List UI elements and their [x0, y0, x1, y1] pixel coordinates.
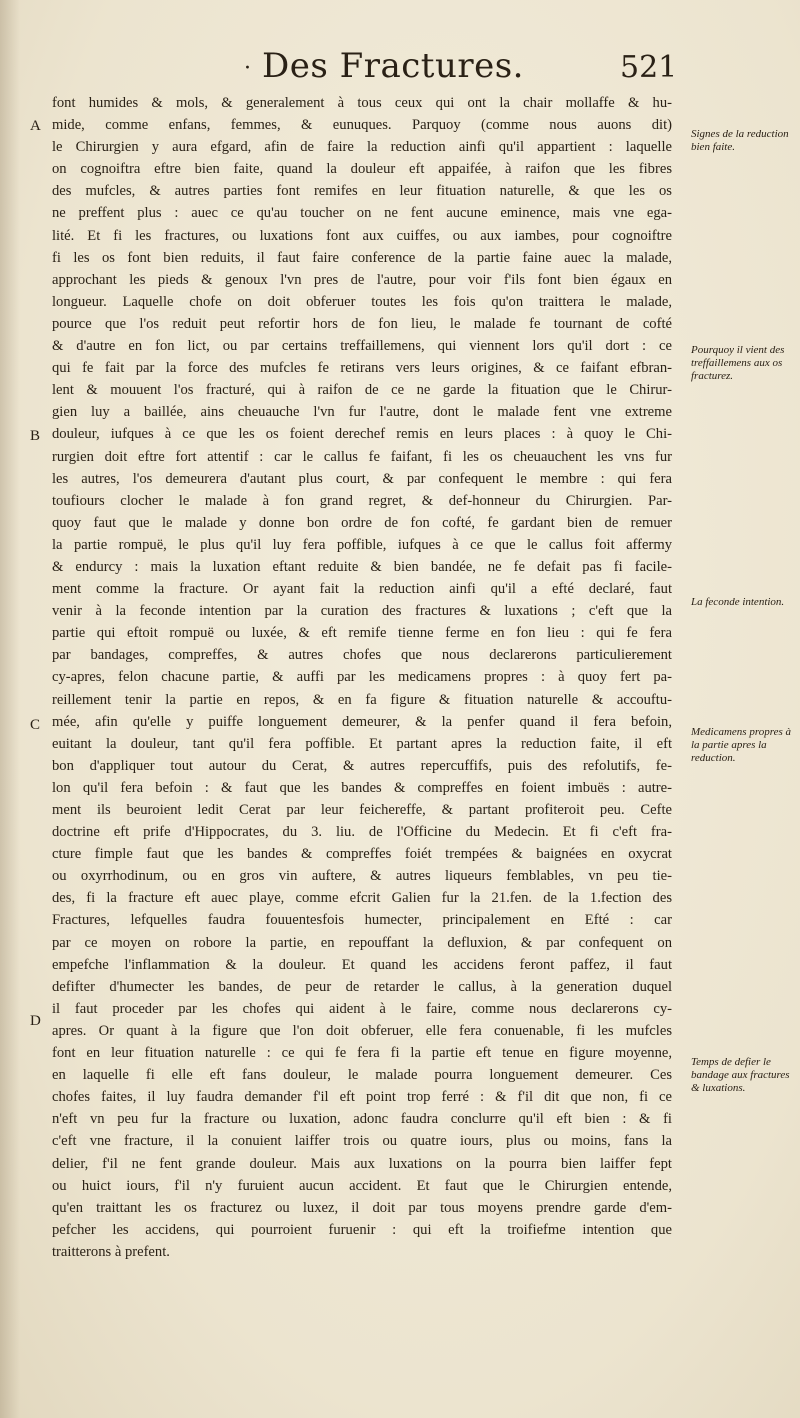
- text-line: pefcher les accidens, qui pourroient furuenir : qui eft la troifiefme intention que: [52, 1221, 672, 1238]
- text-line: pource que l'os reduit peut refortir hors de fon lieu, le malade fe tournant de cofté: [52, 315, 672, 332]
- text-line: ou oxyrrhodinum, ou en gros vin auftere, & autres liqueurs femblables, vn peu tie-: [52, 868, 672, 885]
- section-letter-a: A: [30, 118, 41, 134]
- marginal-note-medicamens: Medicamens propres à la partie apres la reduction.: [691, 726, 791, 764]
- text-line: des mufcles, & autres parties font remifes en leur fituation naturelle, & que les os: [52, 183, 672, 200]
- text-line: font en leur fituation naturelle : ce qui fe fera fi la partie eft tenue en figure moyenne,: [52, 1045, 672, 1062]
- text-line: la partie rompuë, le plus qu'il luy fera poffible, iufques à ce que le callus foit affermy: [52, 536, 672, 553]
- text-line: rurgien doit eftre fort attentif : car le callus fe faifant, fi les os cheuauchent les vns fur: [52, 448, 672, 465]
- text-line: mide, comme enfans, femmes, & eunuques. Parquoy (comme nous auons dit): [52, 117, 672, 134]
- text-line: font humides & mols, & generalement à tous ceux qui ont la chair mollaffe & hu-: [52, 95, 672, 111]
- text-line: defifter d'humecter les bandes, de peur de retarder le callus, à la generation duquel: [52, 978, 672, 995]
- page-gutter-shadow: [0, 0, 20, 1418]
- text-line: partie qui eftoit rompuë ou luxée, & eft remife tienne ferme en fon lieu : qui fe fera: [52, 625, 672, 642]
- page-header: [0, 46, 800, 90]
- text-line: traitterons à prefent.: [52, 1243, 170, 1260]
- text-line: ou huict iours, f'il n'y furuient aucun accident. Et faut que le Chirurgien entende,: [52, 1177, 672, 1194]
- marginal-note-seconde-intention: La feconde intention.: [691, 596, 785, 608]
- text-line: fi les os font bien reduits, il faut faire conference de la partie faine auec la malade,: [52, 249, 672, 266]
- marginal-note-reduction: Signes de la reduction bien faite.: [691, 128, 789, 153]
- text-line: n'eft vn peu fur la fracture ou luxation, adonc faudra conclurre qu'il eft bien : & fi: [52, 1111, 672, 1128]
- main-text-block: [52, 92, 672, 1263]
- section-letter-c: C: [30, 717, 41, 733]
- text-line: cy-apres, felon chacune partie, & auffi par les medicamens propres : à quoy fert pa-: [52, 669, 672, 686]
- text-line: approchant les pieds & genoux l'vn pres de l'autre, pour voir f'ils font bien égaux en: [52, 271, 672, 288]
- text-line: qui fe fait par la force des mufcles fe retirans vers leurs origines, & ce faifant efbran-: [52, 360, 672, 377]
- text-line: il faut proceder par les chofes qui aident à le faire, comme nous declarerons cy-: [52, 1000, 672, 1017]
- header-dot: ·: [244, 56, 251, 81]
- text-line: & d'autre en fon lict, ou par certains treffaillemens, qui viennent lors qu'il dort : ce: [52, 338, 672, 355]
- text-line: reillement tenir la partie en repos, & en fa figure & fituation naturelle & accouftu-: [52, 691, 672, 708]
- text-line: ment comme la fracture. Or ayant fait la reduction ainfi qu'il a efté declaré, faut: [52, 581, 672, 598]
- text-line: ment ils beuroient ledit Cerat par leur feichereffe, & partant profiteroit peu. Cefte: [52, 802, 672, 818]
- text-line: quoy faut que le malade y donne bon ordre de fon cofté, fe gardant bien de remuer: [52, 514, 672, 531]
- text-line: toufiours clocher le malade à fon grand regret, & def-honneur du Chirurgien. Par-: [52, 492, 672, 509]
- text-line: doctrine eft prife d'Hippocrates, du 3. liu. de l'Officine du Medecin. Et fi c'eft fra-: [52, 824, 672, 841]
- text-line: par ce moyen on robore la partie, en repouffant la defluxion, & par confequent on: [52, 934, 672, 951]
- marginal-note-temps-bandage: Temps de defier le bandage aux fractures & luxations.: [691, 1056, 790, 1094]
- text-line: qu'en traittant les os fracturez ou luxez, il doit par tous moyens prendre garde d'em-: [52, 1199, 672, 1216]
- text-line: venir à la feconde intention par la curation des fractures & luxations ; c'eft que la: [52, 603, 672, 620]
- text-line: bon d'appliquer tout autour du Cerat, & autres repercuffifs, puis des refolutifs, fe-: [52, 757, 672, 774]
- text-line: apres. Or quant à la figure que l'on doit obferuer, elle fera conuenable, fi les mufcles: [52, 1022, 672, 1039]
- text-line: lent & mouuent l'os fracturé, qui à raifon de ce ne garde la fituation que le Chirur-: [52, 382, 672, 399]
- section-letter-d: D: [30, 1013, 41, 1029]
- text-line: c'eft vne fracture, il la conuient laiffer trois ou quatre iours, plus ou moins, fans la: [52, 1133, 672, 1150]
- text-line: longueur. Laquelle chofe on doit obferuer toutes les fois qu'on traittera le malade,: [52, 293, 672, 310]
- text-line: douleur, iufques à ce que les os foient derechef remis en leurs places : à quoy le Chi-: [52, 426, 672, 443]
- text-line: cture fimple faut que les bandes & compreffes foiét trempées & baignées en oxycrat: [52, 846, 672, 863]
- text-line: Fractures, lefquelles faudra fouuentesfois humecter, principalement en Efté : car: [52, 912, 672, 929]
- text-line: par bandages, compreffes, & autres chofes que nous declarerons particulierement: [52, 647, 672, 664]
- section-letter-b: B: [30, 428, 41, 444]
- text-line: lité. Et fi les fractures, ou luxations font aux cuiffes, ou aux iambes, pour cognoiftre: [52, 227, 672, 244]
- text-line: lon qu'il fera befoin : & faut que les bandes & compreffes en foient imbuës : autre-: [52, 779, 672, 796]
- text-line: ne preffent plus : auec ce qu'au toucher on ne fent aucune eminence, mais vne ega-: [52, 205, 672, 222]
- text-line: chofes faites, il luy faudra demander f'il eft point trop ferré : & f'il dit que non, fi ce: [52, 1089, 672, 1106]
- text-line: delier, f'il ne fent grande douleur. Mais aux luxations on la pourra bien laiffer fept: [52, 1155, 672, 1172]
- text-line: le Chirurgien y aura efgard, afin de faire la reduction ainfi qu'il appartient : laquelle: [52, 139, 672, 156]
- marginal-note-tressaillemens: Pourquoy il vient des treffaillemens aux os fracturez.: [691, 344, 785, 382]
- text-line: gien luy a baillée, ains cheuauche l'vn fur l'autre, dont le malade fent vne extreme: [52, 404, 672, 421]
- running-title: Des Fractures.: [262, 46, 524, 86]
- text-line: on cognoiftra eftre bien faite, quand la douleur eft appaifée, à raifon que les fibres: [52, 161, 672, 178]
- page-number: 521: [620, 50, 678, 85]
- text-line: mée, afin qu'elle y puiffe longuement demeurer, & la penfer quand il fera befoin,: [52, 713, 672, 730]
- text-line: empefche l'inflammation & la douleur. Et quand les accidens feront paffez, il faut: [52, 956, 672, 973]
- text-line: des, fi la fracture eft auec playe, comme efcrit Galien fur la 21.fen. de la 1.fection des: [52, 890, 672, 907]
- text-line: euitant la douleur, tant qu'il fera poffible. Et partant apres la reduction faite, il eft: [52, 735, 672, 752]
- text-line: en laquelle fi elle eft fans douleur, le malade pourra longuement demeurer. Ces: [52, 1067, 672, 1084]
- text-line: les autres, l'os demeurera d'autant plus court, & par confequent le membre : qui fera: [52, 470, 672, 487]
- text-line: & endurcy : mais la luxation eftant reduite & bien bandée, ne fe defait pas fi facile-: [52, 558, 672, 575]
